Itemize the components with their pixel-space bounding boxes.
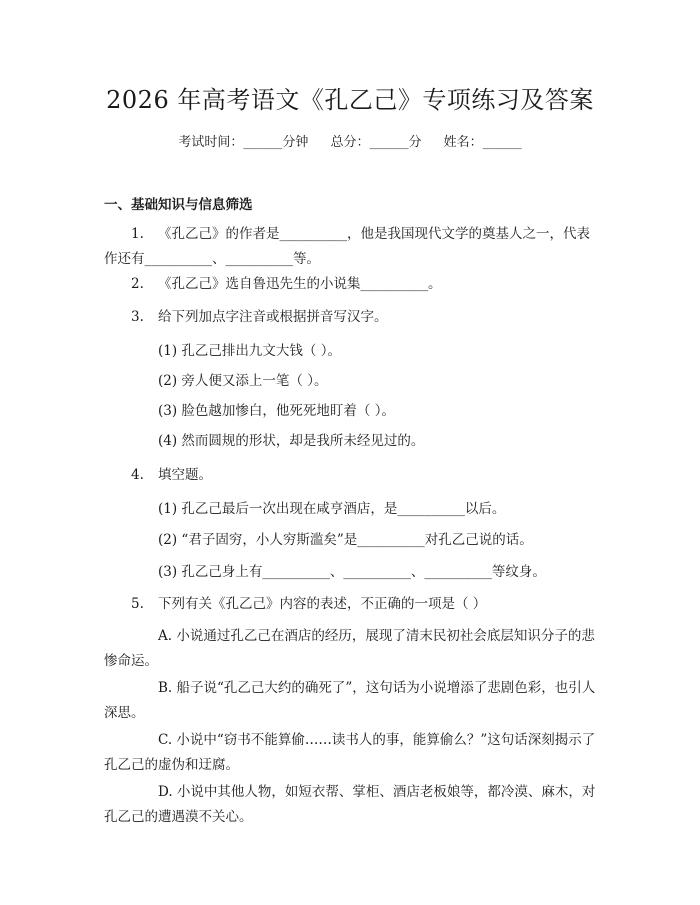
section-heading: 一、基础知识与信息筛选 (104, 197, 253, 213)
question-4 (104, 463, 600, 488)
exam-time: 考试时间：______分钟 (178, 135, 309, 150)
sub-item: (1) 孔乙己最后一次出现在咸亨酒店，是__________以后。 (158, 501, 506, 517)
sub-item: (2) “君子固穷，小人穷斯滥矣”是__________对孔乙己说的话。 (158, 532, 533, 548)
student-name: 姓名：______ (443, 135, 522, 150)
question-number: 1. (131, 226, 144, 242)
sub-item: (3) 孔乙己身上有__________、__________、__________等纹身。 (158, 564, 546, 580)
question-text: 下列有关《孔乙己》内容的表述，不正确的一项是（ ） (158, 596, 487, 612)
question-1 (104, 222, 600, 272)
question-text: 《孔乙己》的作者是__________，他是我国现代文学的奠基人之一，代表作还有__________、__________等。 (104, 226, 590, 267)
question-number: 3. (131, 309, 144, 325)
sub-item: (2) 旁人便又添上一笔（ ）。 (158, 373, 328, 389)
question-number: 4. (131, 467, 144, 483)
option-b: B. 船子说“孔乙己大约的确死了”，这句话为小说增添了悲剧色彩，也引人深思。 (104, 680, 596, 721)
page-title: 2026 年高考语文《孔乙己》专项练习及答案 (106, 86, 594, 114)
question-2 (104, 272, 600, 297)
option-c: C. 小说中“窃书不能算偷……读书人的事，能算偷么？”这句话深刻揭示了孔乙己的虚伪和迂腐。 (104, 732, 596, 773)
sub-item: (1) 孔乙己排出九文大钱（ ）。 (158, 343, 341, 359)
exam-meta (0, 131, 700, 150)
question-3 (104, 305, 600, 330)
question-number: 5. (131, 596, 144, 612)
option-d: D. 小说中其他人物，如短衣帮、掌柜、酒店老板娘等，都冷漠、麻木，对孔乙己的遭遇漠不关心。 (104, 784, 596, 825)
question-5 (104, 592, 600, 617)
option-a: A. 小说通过孔乙己在酒店的经历，展现了清末民初社会底层知识分子的悲惨命运。 (104, 628, 595, 669)
question-text: 填空题。 (158, 467, 212, 483)
sub-item: (4) 然而圆规的形状，却是我所未经见过的。 (158, 433, 425, 449)
sub-item: (3) 脸色越加惨白，他死死地盯着（ ）。 (158, 403, 395, 419)
question-text: 给下列加点字注音或根据拼音写汉字。 (158, 309, 388, 325)
question-text: 《孔乙己》选自鲁迅先生的小说集__________。 (158, 276, 442, 292)
total-score: 总分：______分 (330, 135, 422, 150)
question-number: 2. (131, 276, 144, 292)
